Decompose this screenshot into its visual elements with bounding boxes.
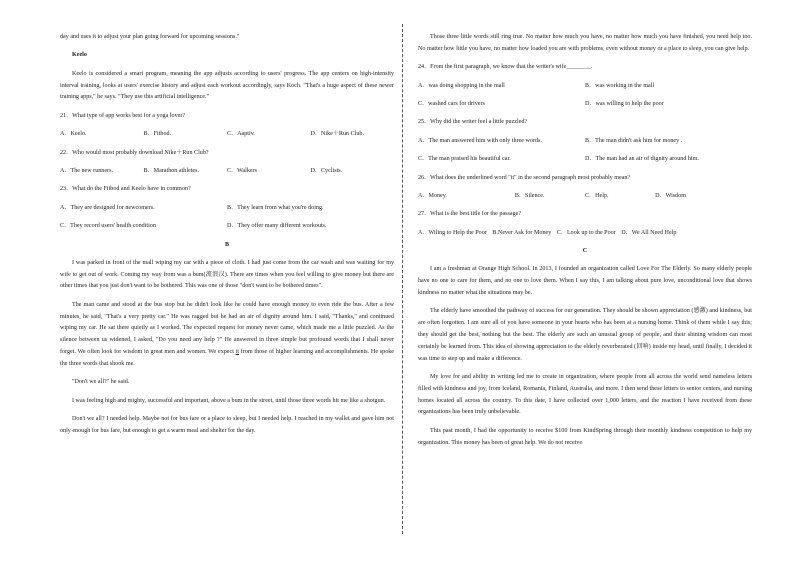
- question-25: 25．Why did the writer feel a little puzzled?: [418, 119, 528, 126]
- option-25-b: B．The man didn't ask him for money .: [585, 137, 683, 144]
- passage-c-paragraph-2: The elderly have smoothed the pathway of success for our generation. They should be shown appreciation (感激) and kindness, but are often forgotten. I am sure all of you have someone in your hearts who has been at a nursing home. Think of them while I say this; they should get the best, nothing but the best. The elderly are such an unusual group of people, and their shining wisdom can most certainly be learned from. This idea of showing appreciation to the elderly reverberated (回响) inside my head, until finally, I decided it was time to step up and make a difference.: [418, 308, 752, 362]
- option-25-a: A．The man answered him with only three words.: [418, 137, 542, 144]
- option-24-a: A．was doing shopping in the mall: [418, 82, 505, 89]
- option-27-b: B.Never Ask for Money: [492, 229, 552, 236]
- question-26: 26．What does the underlined word "it" in the second paragraph most probably mean?: [418, 174, 631, 181]
- option-21-c: C．Aaptiv.: [227, 131, 255, 138]
- option-24-b: B．was working in the mall: [585, 82, 655, 89]
- underlined-word-it: it: [235, 349, 240, 356]
- option-26-d: D．Wisdom: [655, 192, 687, 199]
- right-column: [418, 32, 752, 456]
- passage-c-paragraph-4: This past month, I had the opportunity to receive $100 from KindSpring through their monthly kindness competition to help my organization. This money has been of great help. We do not receive: [418, 427, 752, 446]
- option-26-b: B．Silence.: [514, 192, 545, 199]
- left-column: [60, 32, 394, 444]
- right-top-paragraph: Those three little words still ring true. No matter how much you have, no matter how much you have finished, you need help too. No matter how little you have, no matter how loaded you are with problems, even without money or a place to sleep, you can give help.: [418, 34, 752, 52]
- option-27-d: D．We All Need Help: [621, 229, 677, 236]
- option-23-c: C．They record users' health condition: [60, 223, 156, 230]
- option-21-a: A．Keelo.: [60, 131, 87, 138]
- question-24-options-row2: [418, 99, 752, 111]
- option-26-a: A．Money.: [418, 192, 447, 199]
- passage-b-paragraph-1: I was parked in front of the mall wiping my car with a piece of cloth. I had just come from the car wash and was waiting for my wife to get out of work. Coming my way from was a bum(流浪汉). There are times when you feel willing to give money but there are other times that you just don't want to be bothered. This was one of those "don't want to be bothered times".: [60, 259, 394, 290]
- passage-b-paragraph-4: I was feeling high and mighty, successful and important, above a bum in the street, until those three words hit me like a shotgun.: [72, 397, 386, 404]
- option-23-a: A．They are designed for newcomers.: [60, 204, 155, 211]
- passage-b-paragraph-5: Don't we all? I needed help. Maybe not for bus fare or a place to sleep, but I needed help. I reached in my wallet and gave him not only enough for bus fare, but enough to get a warm meal and shelter for the day.: [60, 416, 394, 434]
- question-27-options: [418, 228, 752, 240]
- question-22: 22．Who would most probably download Nike＋Run Club?: [60, 149, 209, 156]
- question-24: 24．From the first paragraph, we know that the writer's wife________.: [418, 64, 593, 71]
- question-25-options-row1: [418, 136, 752, 148]
- option-26-c: C．Help.: [584, 192, 609, 199]
- passage-b-paragraph-3: "Don't we all?" he said.: [72, 379, 130, 386]
- question-21: 21．What type of app works best for a yoga lover?: [60, 112, 186, 119]
- passage-b-paragraph-2-end: from those of higher learning and accomplishments. He spoke the three words that shook me.: [60, 349, 394, 367]
- passage-b-paragraph-2: [60, 300, 394, 371]
- option-25-d: D．The man had an air of dignity around him.: [585, 156, 699, 163]
- option-22-a: A．The new runners.: [60, 167, 113, 174]
- question-24-options-row1: [418, 81, 752, 93]
- question-23: 23．What do the Fitbod and Keelo have in common?: [60, 186, 191, 193]
- left-top-paragraph: day and uses it to adjust your plan going forward for upcoming sessions.": [60, 34, 240, 40]
- option-22-b: B．Marathon athletes.: [143, 167, 200, 174]
- option-27-c: C．Look up to the Poor: [556, 229, 616, 236]
- question-23-options-row1: [60, 203, 394, 215]
- column-divider: [402, 24, 403, 534]
- option-25-c: C．The man praised his beautiful car.: [418, 156, 511, 163]
- passage-c-paragraph-3: My love for and ability in writing led me to create in organization, where people from all across the world send nameless letters filled with kindness and joy, from Iceland, Romania, Finland, Australia, and more. I then send these letters to senior centers, and nursing homes located all across the country. To this date, I have collected over 1,000 letters, and the reaction I have received from these organizations has been truly unbelievable.: [418, 374, 752, 416]
- option-21-d: D．Nike＋Run Club.: [310, 131, 364, 138]
- option-23-b: B．They learn from what you're doing.: [227, 204, 324, 211]
- section-c-heading: C: [582, 248, 588, 255]
- question-26-options: [418, 191, 752, 203]
- keelo-heading: Keelo: [72, 52, 87, 59]
- option-22-d: D．Cyclists.: [310, 167, 343, 174]
- option-23-d: D．They offer many different workouts.: [227, 223, 327, 230]
- question-25-options-row2: [418, 154, 752, 166]
- option-24-c: C．washed cars for drivers: [418, 100, 485, 107]
- option-27-a: A．Wiling to Help the Poor: [418, 229, 487, 236]
- passage-b-paragraph-2-start: The man came and stood at the bus stop but he didn't look like he could have enough money to even ride the bus. After a few minutes, he said, "That's a very pretty car." He was ragged but he had an air of dignity around him. I said, "Thanks," and continued wiping my car. He sat there quietly as I worked. The expected request for money never came, which made me a little puzzled. As the silence between us widened, I asked, "Do you need any help ?" He answered in three simple but profound words that I shall never forget. We often look for wisdom in great men and women. We expect: [60, 301, 394, 356]
- passage-c-paragraph-1: I am a freshman at Orange High School. In 2013, I founded an organization called Love For The Elderly. So many elderly people have no one to care for them, and no one to love them. When I say this, I am talking about pure love, unconditional love that shows kindness no matter what the situations may be.: [418, 266, 752, 297]
- option-24-d: D．was willing to help the poor: [585, 100, 664, 107]
- keelo-paragraph: Keelo is considered a smart program, meaning the app adjusts according to users' progress. The app centers on high-intensity interval training, looks at users' exercise history and adjust each workout accordingly, says Koch. "That's a huge aspect of these newer training apps," he says. "They use this artificial intelligence.": [60, 70, 394, 101]
- question-23-options-row2: [60, 221, 394, 233]
- question-27: 27．What is the best title for the passage?: [418, 211, 522, 218]
- section-b-heading: B: [224, 241, 230, 248]
- question-22-options: [60, 166, 394, 178]
- question-21-options: [60, 129, 394, 141]
- option-22-c: C．Walkers: [227, 167, 257, 174]
- option-21-b: B．Fitbod.: [143, 131, 172, 138]
